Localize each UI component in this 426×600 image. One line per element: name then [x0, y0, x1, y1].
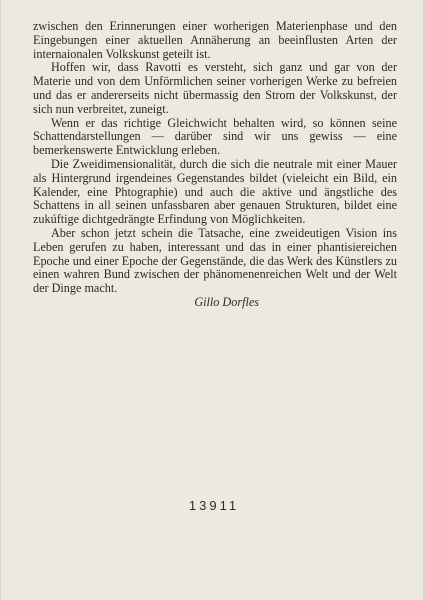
body-text	[33, 20, 397, 310]
page-number: 13911	[188, 498, 240, 513]
paragraph-5: Aber schon jetzt schein die Tatsache, eine zweideutigen Vision ins Leben gerufen zu haben, interessant und das in einer phantisiereichen Epoche und einer Epoche der Gegenstände, die das Werk des Künstlers zu einen wahren Bund zwischen der phänomenenreichen Welt und der Welt der Dinge macht.	[33, 225, 397, 296]
paragraph-1: zwischen den Erinnerungen einer worherigen Materienphase und den Eingebungen einer aktuellen Annäherung an beeinflusten Arten der internaionalen Volkskunst geteilt ist.	[33, 19, 397, 61]
paragraph-4: Die Zweidimensionalität, durch die sich die neutrale mit einer Mauer als Hintergrund irgendeines Gegenstandes bildet (vieleicht ein Bild, ein Kalender, eine Phtographie) und auch die aktive und ängstliche des Schattens in all seinen unfassbaren aber genauen Strukturen, bildet eine zukúftige dichtgedrängte Erfindung von Möglichkeiten.	[33, 156, 397, 227]
paragraph-2: Hoffen wir, dass Ravotti es versteht, sich ganz und gar von der Materie und von dem Unförmlichen seiner vorherigen Werke zu befreien und das er andererseits nicht übermassig den Strom der Volkskunst, der sich nun verbreitet, zuneigt.	[33, 60, 397, 116]
author-signature: Gillo Dorfles	[194, 294, 259, 309]
paragraph-3: Wenn er das richtige Gleichwicht behalten wird, so können seine Schattendarstellungen — darüber sind wir uns gewiss — eine bemerkenswerte Entwicklung erleben.	[33, 115, 397, 158]
